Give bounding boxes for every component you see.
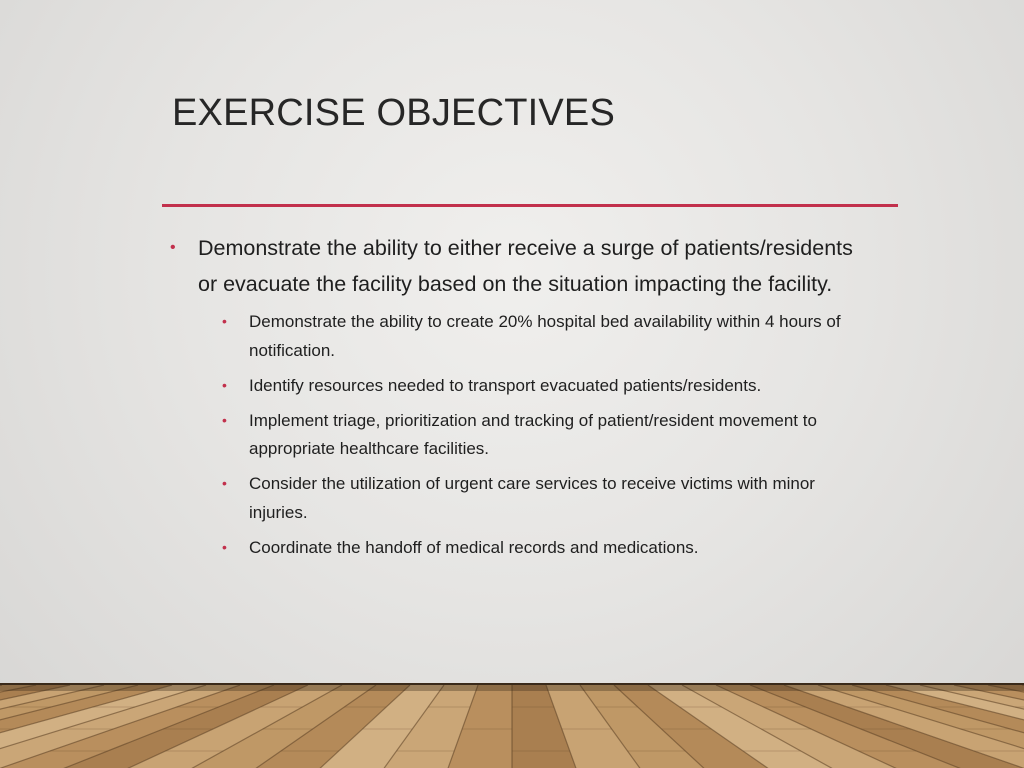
sub-bullet-text: Identify resources needed to transport evacuated patients/residents. xyxy=(249,375,762,395)
sub-bullet-text: Coordinate the handoff of medical records and medications. xyxy=(249,537,699,557)
bullet-dot-icon: • xyxy=(222,313,227,329)
bullet-dot-icon: • xyxy=(222,411,227,428)
sub-bullet-text: Implement triage, prioritization and tracking of patient/resident movement to appropriate healthcare facilities. xyxy=(249,410,817,458)
sub-bullet xyxy=(218,407,866,464)
sub-bullet xyxy=(218,308,866,365)
sub-bullet xyxy=(218,534,866,563)
slide-title: EXERCISE OBJECTIVES xyxy=(172,92,616,134)
bullet-dot-icon: • xyxy=(170,239,176,256)
title-underline-divider xyxy=(162,204,898,207)
bullet-dot-icon: • xyxy=(222,475,227,491)
bullet-dot-icon: • xyxy=(222,538,227,555)
sub-bullet xyxy=(218,372,866,401)
bullet-dot-icon: • xyxy=(222,376,227,393)
sub-bullet-text: Demonstrate the ability to create 20% hospital bed availability within 4 hours of notification. xyxy=(249,312,841,360)
wood-floor-planks xyxy=(0,685,1024,768)
main-bullet-text: Demonstrate the ability to either receive a surge of patients/residents or evacuate the facility based on the situation impacting the facility. xyxy=(198,236,853,296)
main-bullet xyxy=(166,230,866,302)
sub-bullet xyxy=(218,470,866,527)
floor-top-shadow xyxy=(0,685,1024,691)
slide-body xyxy=(166,230,866,569)
sub-bullet-text: Consider the utilization of urgent care services to receive victims with minor injuries. xyxy=(249,474,815,522)
wood-floor-background xyxy=(0,683,1024,768)
sub-bullet-list xyxy=(166,308,866,562)
